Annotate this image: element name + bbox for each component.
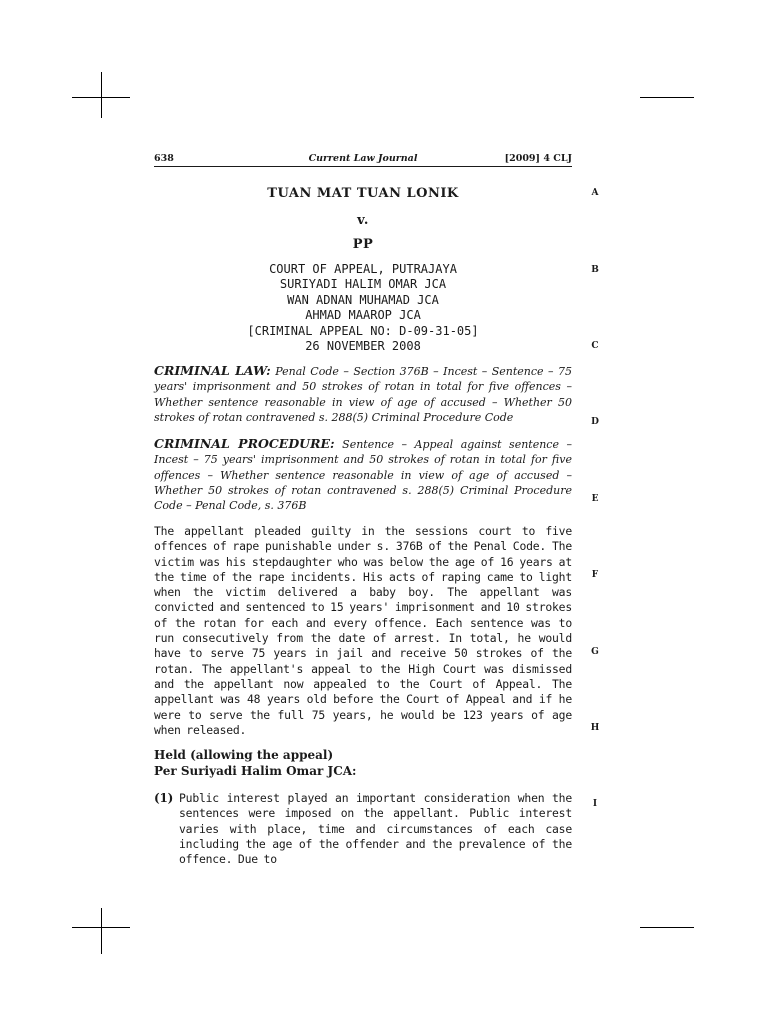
margin-letter-e: E xyxy=(591,494,599,504)
point-number: (1) xyxy=(154,791,174,805)
margin-letter-h: H xyxy=(590,723,600,733)
margin-letter-a: A xyxy=(591,188,599,198)
held-line: Held (allowing the appeal) xyxy=(154,748,334,762)
respondent-name: PP xyxy=(352,237,374,252)
court-details xyxy=(154,262,572,354)
judge-2: WAN ADNAN MUHAMAD JCA xyxy=(287,292,439,307)
catchword-criminal-procedure xyxy=(154,436,572,513)
held-point-1 xyxy=(154,791,572,867)
appeal-number: [CRIMINAL APPEAL NO: D-09-31-05] xyxy=(247,323,479,338)
judge-1: SURIYADI HALIM OMAR JCA xyxy=(279,277,447,292)
held-heading xyxy=(154,747,572,779)
margin-letter-d: D xyxy=(591,417,599,427)
versus: v. xyxy=(357,213,369,228)
judgment-date: 26 NOVEMBER 2008 xyxy=(305,339,421,354)
catchword-text: Sentence – Appeal against sentence – Incest – 75 years' imprisonment and 50 strokes of rotan in total for five offences – Whether sentence reasonable in view of age of accused – Whether 50 strokes of rotan contravened s. 288(5) Criminal Procedure Code – Penal Code, s. 376B xyxy=(154,438,573,513)
margin-letter-f: F xyxy=(591,570,599,580)
point-text: Public interest played an important consideration when the sentences were imposed on the appellant. Public interest varies with place, time and circumstances of each case including the age of the offender and the prevalence of the offence. Due to xyxy=(179,791,572,867)
margin-letter-b: B xyxy=(591,265,599,275)
crop-mark-top-right-h xyxy=(640,97,694,98)
held-judge: Per Suriyadi Halim Omar JCA: xyxy=(154,764,357,778)
catchword-label: CRIMINAL LAW: xyxy=(154,363,271,378)
judge-3: AHMAD MAAROP JCA xyxy=(305,308,421,323)
margin-letter-c: C xyxy=(591,341,599,351)
catchword-text: Penal Code – Section 376B – Incest – Sentence – 75 years' imprisonment and 50 strokes of rotan in total for five offences – Whether sentence reasonable in view of age of accused – Whether 50 strokes of rotan contravened s. 288(5) Criminal Procedure Code xyxy=(154,365,572,424)
appellant-name: TUAN MAT TUAN LONIK xyxy=(267,186,459,201)
court-name: COURT OF APPEAL, PUTRAJAYA xyxy=(269,262,457,276)
citation: [2009] 4 CLJ xyxy=(504,153,572,164)
headnote-facts: The appellant pleaded guilty in the sessions court to five offences of rape punishable under s. 376B of the Penal Code. The victim was his stepdaughter who was below the age of 16 years at the time of the rape incidents. His acts of raping came to light when the victim delivered a baby boy. The appellant was convicted and sentenced to 15 years' imprisonment and 10 strokes of the rotan for each and every offence. Each sentence was to run consecutively from the date of arrest. In total, he would have to serve 75 years in jail and receive 50 strokes of the rotan. The appellant's appeal to the High Court was dismissed and the appellant now appealed to the Court of Appeal. The appellant was 48 years old before the Court of Appeal and if he were to serve the full 75 years, he would be 123 years of age when released. xyxy=(154,524,572,737)
catchword-criminal-law xyxy=(154,363,572,425)
margin-letter-i: I xyxy=(592,799,598,809)
journal-title: Current Law Journal xyxy=(308,153,418,164)
crop-mark-top-left-v xyxy=(101,72,102,118)
crop-mark-bottom-left-v xyxy=(101,908,102,954)
page-number: 638 xyxy=(154,153,174,164)
catchword-label: CRIMINAL PROCEDURE: xyxy=(154,436,335,451)
crop-mark-bottom-right-h xyxy=(640,927,694,928)
header-rule xyxy=(154,166,572,167)
margin-letter-g: G xyxy=(591,647,599,657)
